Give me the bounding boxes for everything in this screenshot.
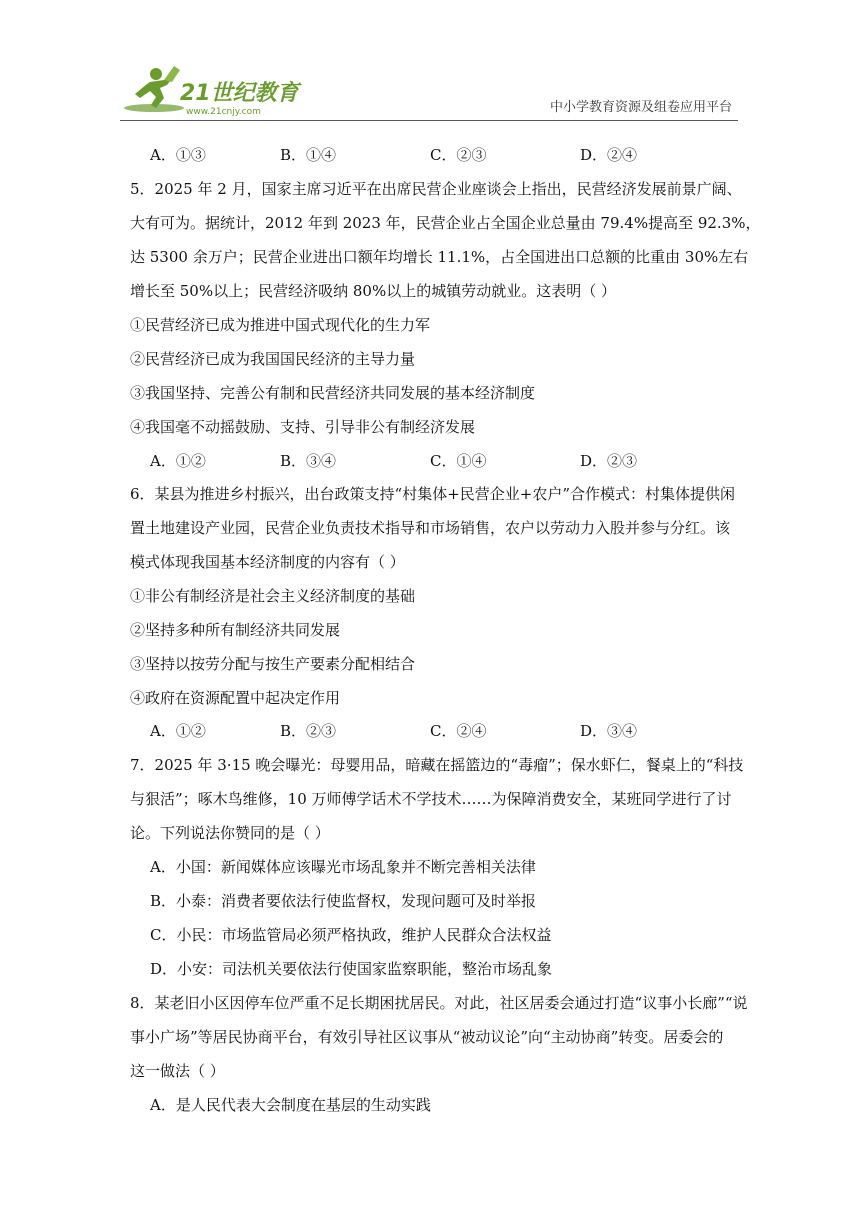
q6-option-b: B．②③ bbox=[280, 722, 337, 740]
q8-option-a: A．是人民代表大会制度在基层的生动实践 bbox=[150, 1096, 431, 1114]
q7-option-d: D．小安：司法机关要依法行使国家监察职能，整治市场乱象 bbox=[150, 960, 553, 978]
q6-stem-line-1: 6．某县为推进乡村振兴，出台政策支持“村集体+民营企业+农户”合作模式：村集体提供闲 bbox=[130, 485, 736, 503]
q7-stem-line-3: 论。下列说法你赞同的是（ ） bbox=[130, 824, 330, 842]
page-header bbox=[120, 58, 738, 120]
q7-stem-line-2: 与狠活”；啄木鸟维修，10 万师傅学话术不学技术……为保障消费安全，某班同学进行了讨 bbox=[130, 790, 732, 808]
q6-item-2: ②坚持多种所有制经济共同发展 bbox=[130, 621, 341, 639]
logo-url: www.21cnjy.com bbox=[186, 107, 261, 117]
q5-option-b: B．③④ bbox=[280, 452, 337, 470]
q5-option-c: C．①④ bbox=[430, 452, 487, 470]
q4-option-c: C．②③ bbox=[430, 146, 487, 164]
q6-stem-line-3: 模式体现我国基本经济制度的内容有（ ） bbox=[130, 553, 405, 571]
q8-stem-line-2: 事小广场”等居民协商平台，有效引导社区议事从“被动议论”向“主动协商”转变。居委会的 bbox=[130, 1028, 724, 1046]
q5-stem-line-1: 5．2025 年 2 月，国家主席习近平在出席民营企业座谈会上指出，民营经济发展前景广阔、 bbox=[130, 180, 742, 198]
q5-stem-line-3: 达 5300 余万户；民营企业进出口额年均增长 11.1%，占全国进出口总额的比重由 30%左右 bbox=[130, 248, 749, 266]
q6-stem-line-2: 置土地建设产业园，民营企业负责技术指导和市场销售，农户以劳动力入股并参与分红。该 bbox=[130, 519, 731, 537]
q6-option-c: C．②④ bbox=[430, 722, 487, 740]
logo-text: 21世纪教育 bbox=[180, 81, 299, 106]
q6-item-3: ③坚持以按劳分配与按生产要素分配相结合 bbox=[130, 655, 416, 673]
q7-option-c: C．小民：市场监管局必须严格执政，维护人民群众合法权益 bbox=[150, 926, 552, 944]
q4-option-d: D．②④ bbox=[580, 146, 638, 164]
header-platform-text: 中小学教育资源及组卷应用平台 bbox=[549, 100, 732, 115]
q5-option-d: D．②③ bbox=[580, 452, 638, 470]
q5-option-a: A．①② bbox=[150, 452, 206, 470]
header-divider bbox=[120, 120, 738, 121]
q4-option-b: B．①④ bbox=[280, 146, 337, 164]
q5-item-3: ③我国坚持、完善公有制和民营经济共同发展的基本经济制度 bbox=[130, 384, 536, 402]
q5-item-1: ①民营经济已成为推进中国式现代化的生力军 bbox=[130, 316, 431, 334]
q5-stem-line-4: 增长至 50%以上；民营经济吸纳 80%以上的城镇劳动就业。这表明（ ） bbox=[130, 282, 616, 300]
q7-stem-line-1: 7．2025 年 3·15 晚会曝光：母婴用品，暗藏在摇篮边的“毒瘤”；保水虾仁，餐桌上的“科技 bbox=[130, 756, 744, 774]
q5-item-2: ②民营经济已成为我国国民经济的主导力量 bbox=[130, 350, 416, 368]
q8-stem-line-1: 8．某老旧小区因停车位严重不足长期困扰居民。对此，社区居委会通过打造“议事小长廊”“说 bbox=[130, 994, 748, 1012]
q6-item-1: ①非公有制经济是社会主义经济制度的基础 bbox=[130, 587, 416, 605]
q7-option-b: B．小泰：消费者要依法行使监督权，发现问题可及时举报 bbox=[150, 892, 537, 910]
q6-option-d: D．③④ bbox=[580, 722, 638, 740]
q8-stem-line-3: 这一做法（ ） bbox=[130, 1062, 225, 1080]
q6-option-a: A．①② bbox=[150, 722, 206, 740]
q5-stem-line-2: 大有可为。据统计，2012 年到 2023 年，民营企业占全国企业总量由 79.4%提高至 92.3%， bbox=[130, 214, 761, 232]
q6-item-4: ④政府在资源配置中起决定作用 bbox=[130, 689, 341, 707]
runner-logo-icon bbox=[120, 64, 320, 120]
q5-item-4: ④我国毫不动摇鼓励、支持、引导非公有制经济发展 bbox=[130, 418, 476, 436]
logo bbox=[120, 64, 320, 120]
q4-option-a: A．①③ bbox=[150, 146, 206, 164]
q7-option-a: A．小国：新闻媒体应该曝光市场乱象并不断完善相关法律 bbox=[150, 858, 536, 876]
